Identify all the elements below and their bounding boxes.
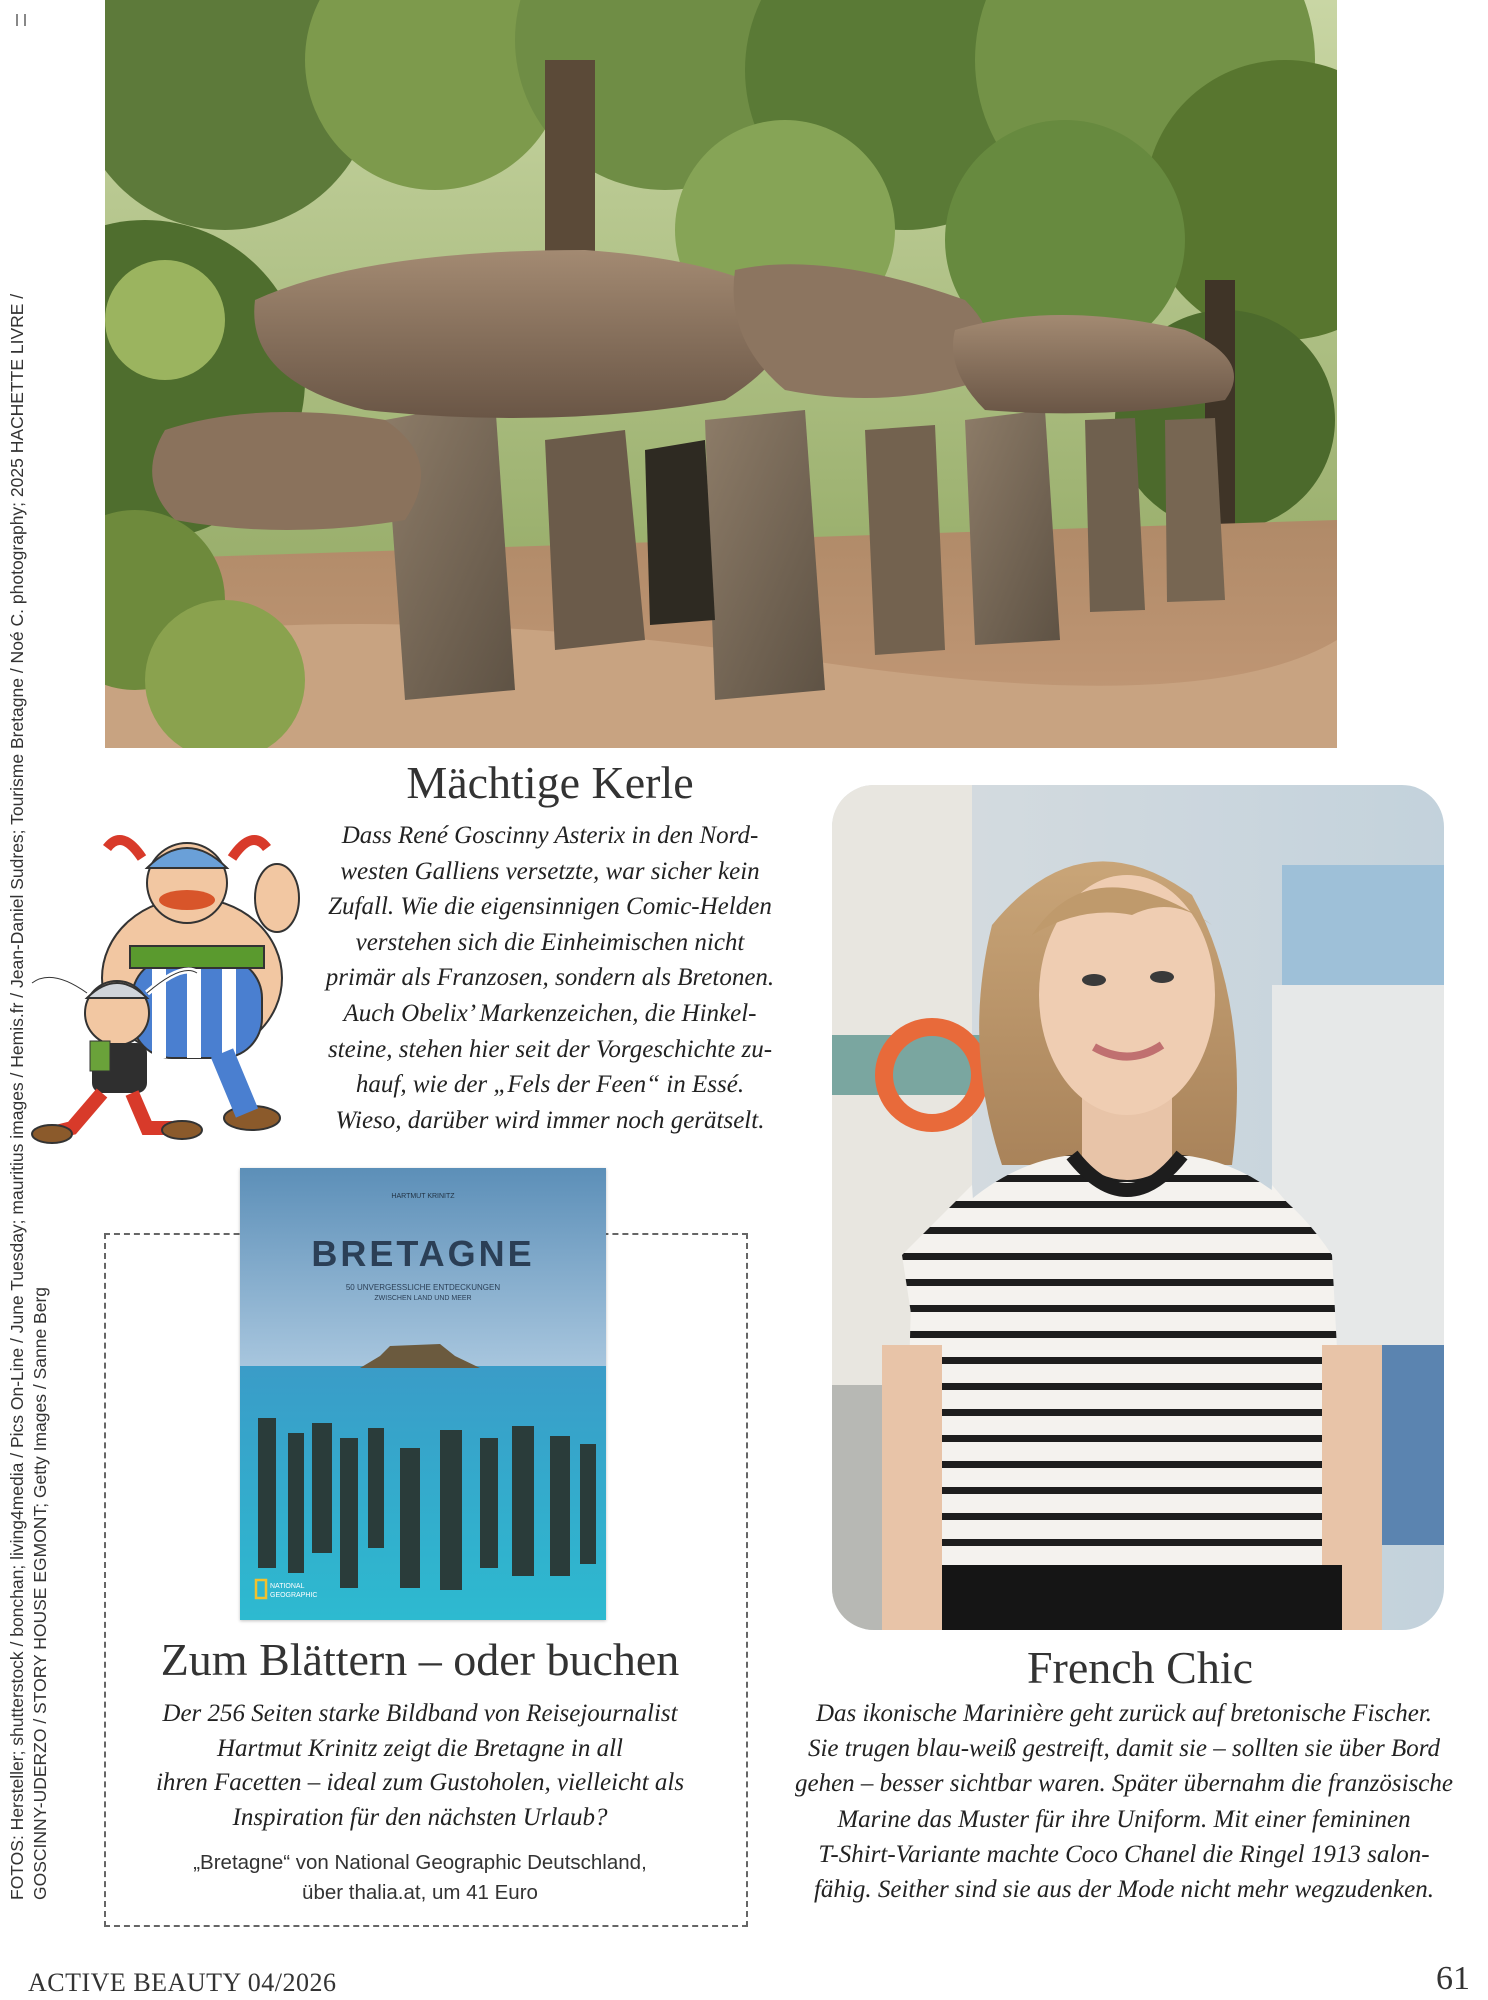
text-line: fähig. Seither sind sie aus der Mode nicht mehr wegzudenken. xyxy=(813,1876,1435,1904)
book-tip-text xyxy=(110,1697,730,1835)
text-line: Das ikonische Marinière geht zurück auf bretonische Fischer. xyxy=(815,1700,1433,1727)
book-publisher-2: GEOGRAPHIC xyxy=(270,1592,318,1599)
headline-french-chic: French Chic xyxy=(1026,1642,1254,1693)
text-line: ihren Facetten – ideal zum Gustoholen, vielleicht als xyxy=(155,1769,685,1796)
book-cover-title: BRETAGNE xyxy=(311,1233,535,1274)
book-publisher-1: NATIONAL xyxy=(270,1583,305,1590)
headline-maechtige-kerle: Mächtige Kerle xyxy=(406,757,694,808)
text-line: hauf, wie der „Fels der Feen“ in Essé. xyxy=(355,1071,745,1099)
dolmen-photo xyxy=(105,0,1337,748)
text-line: gehen – besser sichtbar waren. Später übernahm die französische xyxy=(794,1770,1454,1798)
book-cover-bretagne xyxy=(240,1168,606,1620)
book-author-small: HARTMUT KRINITZ xyxy=(391,1193,455,1200)
text-line: Marine das Muster für ihre Uniform. Mit einer femininen xyxy=(837,1805,1411,1833)
text-line: Wieso, darüber wird immer noch gerätselt. xyxy=(335,1106,765,1134)
article-maechtige-kerle-text xyxy=(290,818,810,1138)
photo-credits-line-1: FOTOS: Hersteller; shutterstock / bonchan; living4media / Pics On-Line / June Tuesday; mauritius images / Hemis.fr / Jean-Daniel Sudres; Tourisme Bretagne / Noé C. photography; 2025 HACHETTE LIVRE / xyxy=(7,293,27,1900)
text-line: Sie trugen blau-weiß gestreift, damit sie – sollten sie über Bord xyxy=(807,1735,1441,1763)
book-purchase-info xyxy=(110,1848,730,1908)
text-line: verstehen sich die Einheimischen nicht xyxy=(355,928,745,956)
page-number: 61 xyxy=(1436,1960,1470,1997)
book-cover-subtitle-1: 50 UNVERGESSLICHE ENTDECKUNGEN xyxy=(345,1283,501,1292)
photo-credits-line-2: GOSCINNY-UDERZO / STORY HOUSE EGMONT; Getty Images / Sanne Berg xyxy=(30,1286,50,1900)
text-line: Hartmut Krinitz zeigt die Bretagne in all xyxy=(216,1734,623,1762)
book-info-line-2: über thalia.at, um 41 Euro xyxy=(302,1881,538,1904)
text-line: Auch Obelix’ Markenzeichen, die Hinkel- xyxy=(343,999,757,1027)
headline-zum-blaettern: Zum Blättern – oder buchen xyxy=(160,1634,680,1685)
text-line: Dass René Goscinny Asterix in den Nord- xyxy=(341,822,759,849)
text-line: T-Shirt-Variante machte Coco Chanel die Ringel 1913 salon- xyxy=(818,1840,1430,1868)
text-line: westen Galliens versetzte, war sicher kein xyxy=(340,857,760,885)
text-line: Zufall. Wie die eigensinnigen Comic-Helden xyxy=(328,893,772,921)
text-line: Der 256 Seiten starke Bildband von Reisejournalist xyxy=(162,1700,678,1727)
magazine-issue-label: ACTIVE BEAUTY 04/2026 xyxy=(28,1968,337,1997)
text-line: steine, stehen hier seit der Vorgeschichte zu- xyxy=(327,1035,773,1063)
book-cover-subtitle-2: ZWISCHEN LAND UND MEER xyxy=(374,1295,472,1302)
woman-mariniere-photo xyxy=(832,785,1444,1630)
asterix-obelix-illustration xyxy=(22,828,322,1148)
article-french-chic-text xyxy=(760,1696,1488,1907)
text-line: Inspiration für den nächsten Urlaub? xyxy=(232,1803,608,1831)
book-info-line-1: „Bretagne“ von National Geographic Deutschland, xyxy=(193,1851,647,1874)
text-line: primär als Franzosen, sondern als Bretonen. xyxy=(325,964,775,992)
